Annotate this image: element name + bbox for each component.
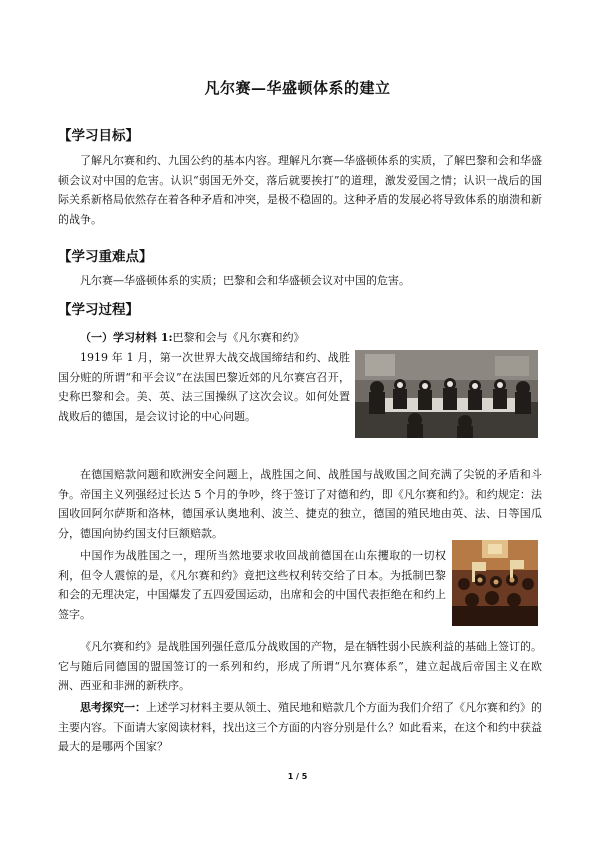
inquiry-label: 思考探究一：	[80, 701, 146, 714]
goals-heading: 【学习目标】	[58, 128, 139, 144]
paris-conference-photo	[355, 350, 538, 438]
inquiry-text: 上述学习材料主要从领土、殖民地和赔款几个方面为我们介绍了《凡尔赛和约》的主要内容。下面请大家阅读材料，找出这三个方面的内容分别是什么？如此看来，在这个和约中获益最大的是哪两个国家？	[58, 701, 542, 753]
material-paragraph-1: 1919 年 1 月，第一次世界大战交战国缔结和约、战胜国分赃的所谓“和平会议”在法国巴黎近郊的凡尔赛宫召开，史称巴黎和会。美、英、法三国操纵了这次会议。如何处置战败后的德国，是会议讨论的中心问题。	[58, 351, 350, 423]
goals-paragraph: 了解凡尔赛和约、九国公约的基本内容。理解凡尔赛—华盛顿体系的实质，了解巴黎和会和华盛顿会议对中国的危害。认识“弱国无外交，落后就要挨打”的道理，激发爱国之情；认识一战后的国际关系新格局依然存在着各种矛盾和冲突，是极不稳固的。这种矛盾的发展必将导致体系的崩溃和新的战争。	[58, 154, 542, 226]
inquiry-paragraph	[58, 698, 542, 757]
key-points-heading: 【学习重难点】	[58, 249, 153, 265]
material-label: （一）学习材料 1:	[80, 331, 173, 344]
process-heading: 【学习过程】	[58, 302, 139, 318]
material-paragraph-3: 中国作为战胜国之一，理所当然地要求收回战前德国在山东攫取的一切权利，但令人震惊的是，《凡尔赛和约》竟把这些权利转交给了日本。为抵制巴黎和会的无理决定，中国爆发了五四爱国运动，出席和会的中国代表拒绝在和约上签字。	[58, 549, 446, 621]
material-paragraph-2: 在德国赔款问题和欧洲安全问题上，战胜国之间、战胜国与战败国之间充满了尖锐的矛盾和斗争。帝国主义列强经过长达 5 个月的争吵，终于签订了对德和约，即《凡尔赛和约》。和约规定：法国收回阿尔萨斯和洛林，德国承认奥地利、波兰、捷克的独立，德国的殖民地由英、法、日等国瓜分，德国向协约国支付巨额赔款。	[58, 468, 542, 540]
page-title: 凡尔赛—华盛顿体系的建立	[204, 79, 391, 97]
material-topic: 巴黎和会与《凡尔赛和约》	[172, 331, 305, 344]
page-number: 1 / 5	[287, 772, 308, 781]
key-points-paragraph: 凡尔赛—华盛顿体系的实质；巴黎和会和华盛顿会议对中国的危害。	[80, 274, 410, 287]
may-fourth-movement-painting	[452, 540, 538, 626]
material-subtitle	[80, 329, 305, 345]
material-paragraph-4: 《凡尔赛和约》是战胜国列强任意瓜分战败国的产物，是在牺牲弱小民族利益的基础上签订的。它与随后同德国的盟国签订的一系列和约，形成了所谓“凡尔赛体系”，建立起战后帝国主义在欧洲、西亚和非洲的新秩序。	[58, 640, 542, 692]
